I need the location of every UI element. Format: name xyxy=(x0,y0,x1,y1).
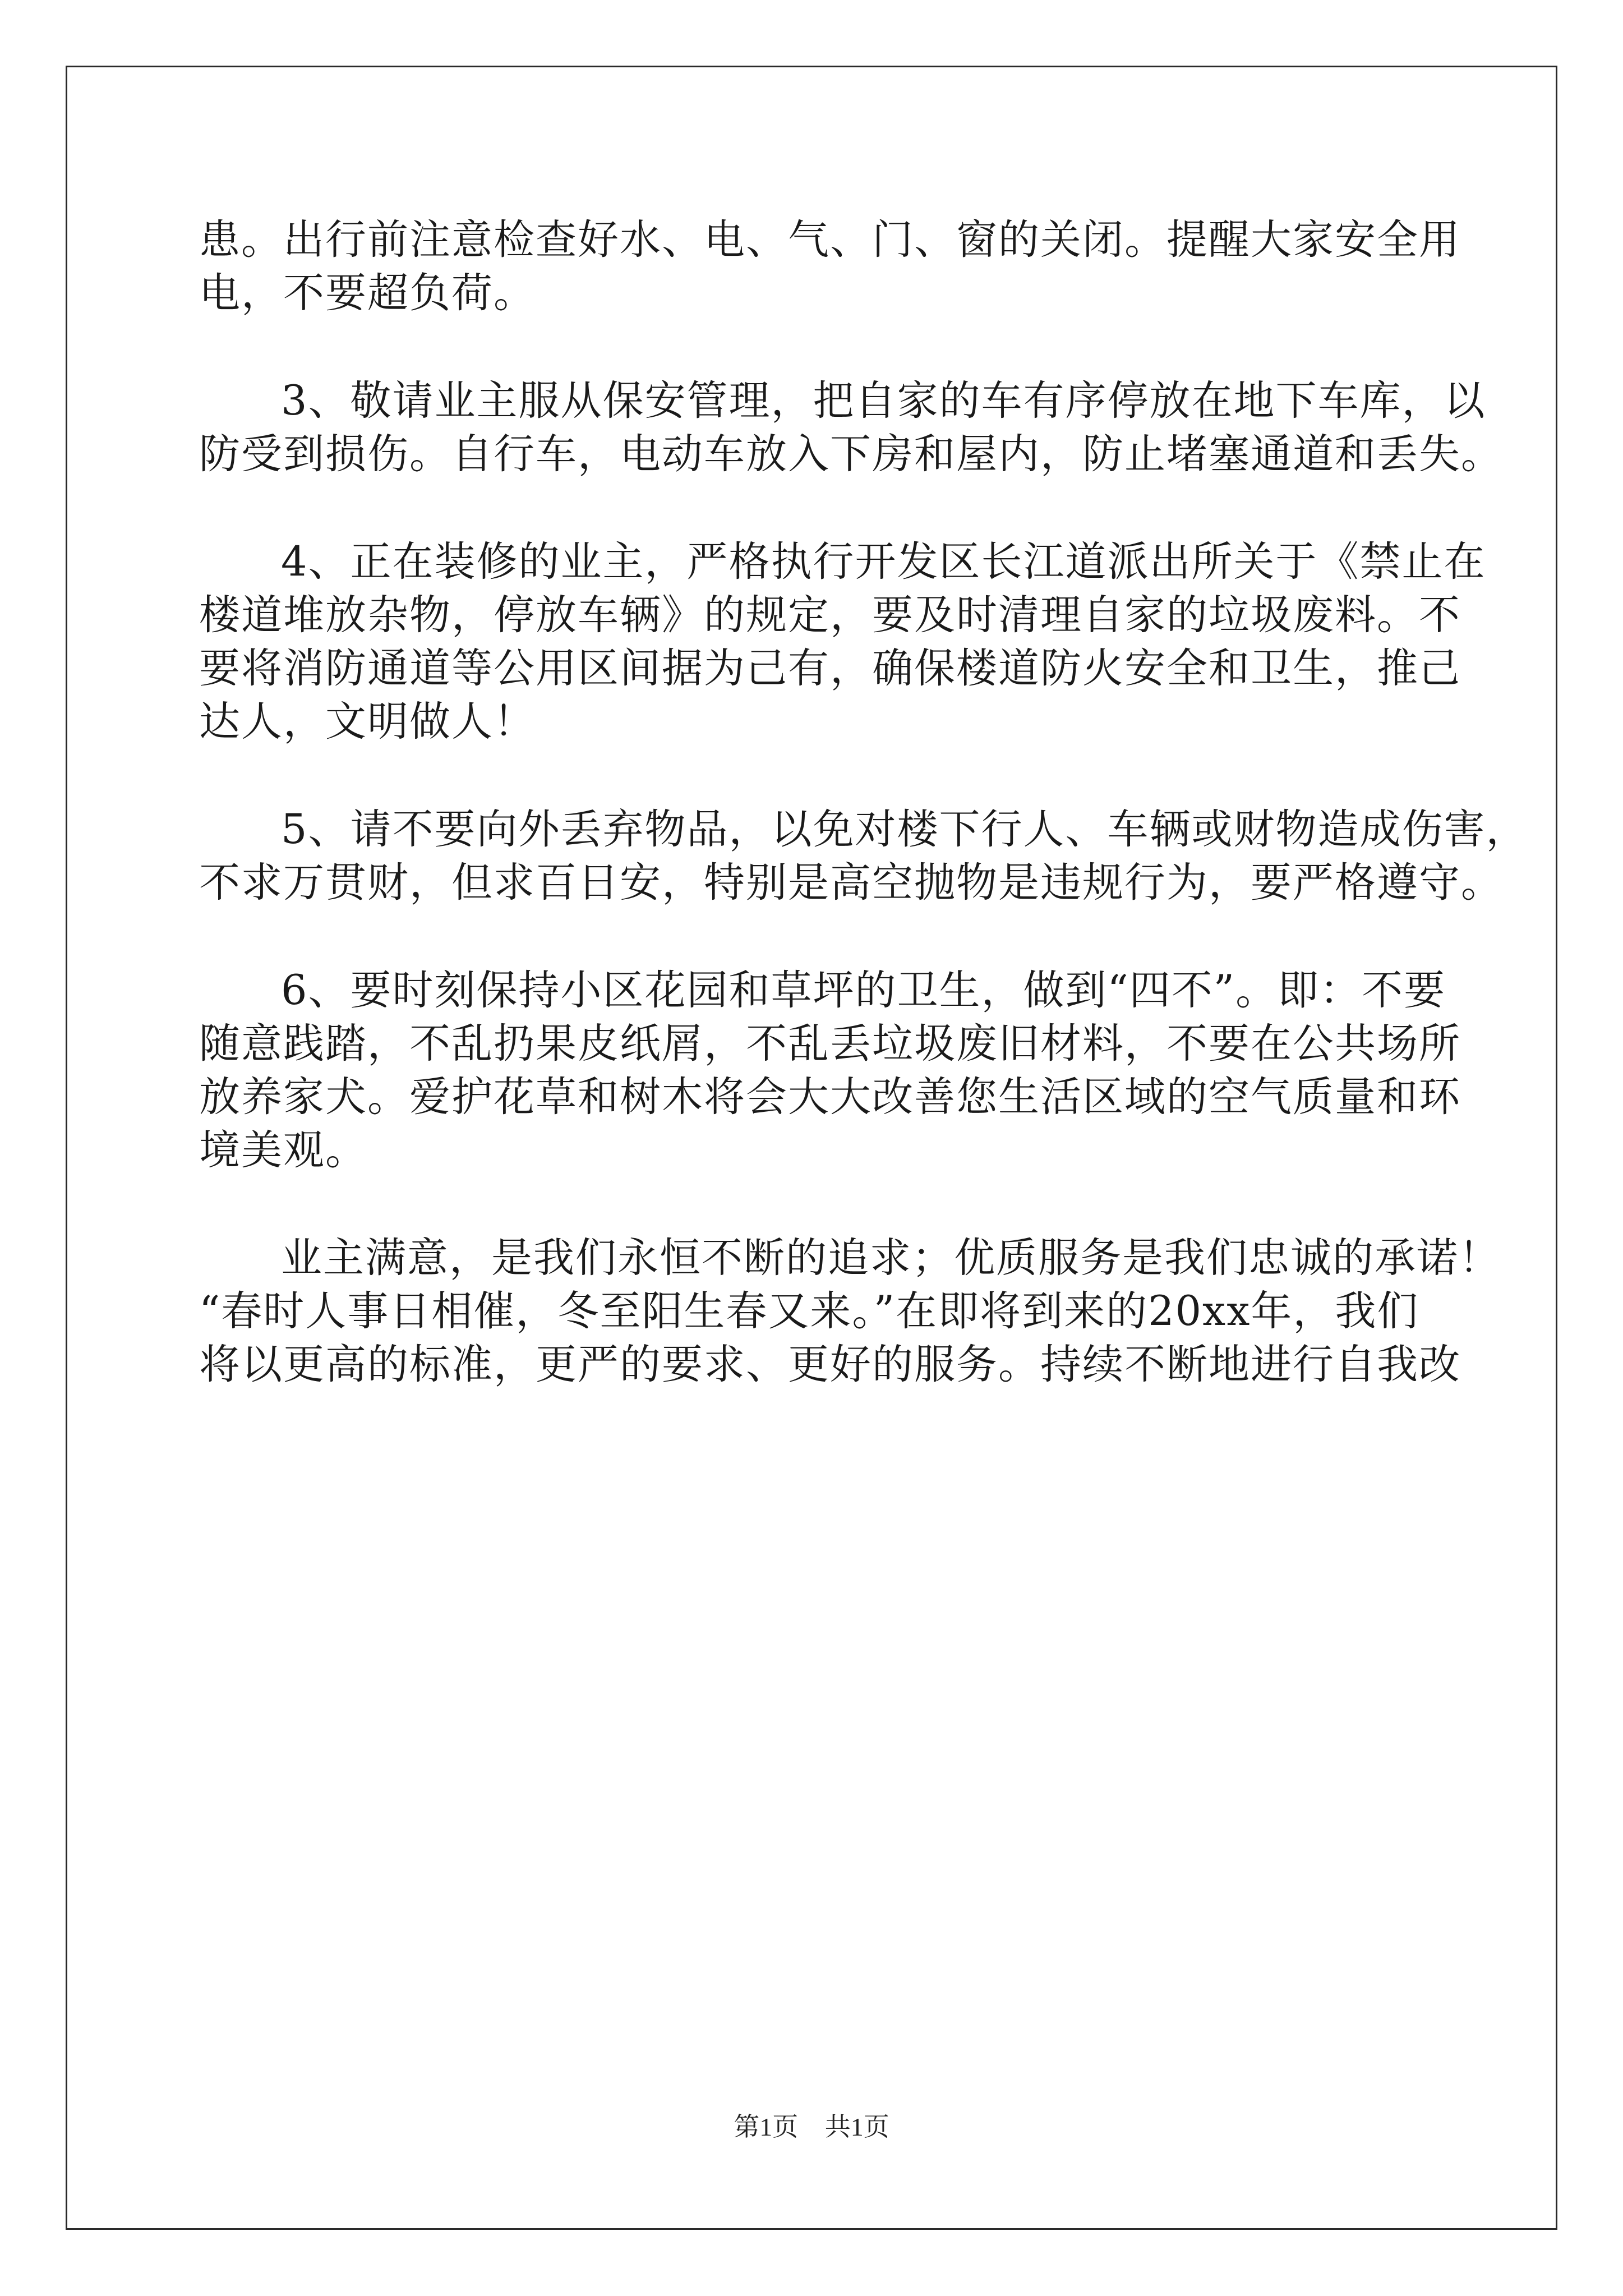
page-footer xyxy=(0,2106,1623,2143)
text-line: 将以更高的标准，更严的要求、更好的服务。持续不断地进行自我改 xyxy=(199,1341,1461,1388)
text-line: 业主满意，是我们永恒不断的追求；优质服务是我们忠诚的承诺！ xyxy=(281,1234,1501,1282)
text-line: 楼道堆放杂物，停放车辆》的规定，要及时清理自家的垃圾废料。不 xyxy=(199,591,1461,639)
paragraph-5 xyxy=(199,964,1461,1177)
text-line: 不求万贯财，但求百日安，特别是高空抛物是违规行为，要严格遵守。 xyxy=(199,859,1503,907)
text-line: “春时人事日相催，冬至阳生春又来。”在即将到来的20xx年，我们 xyxy=(199,1287,1419,1335)
text-line: 4、正在装修的业主，严格执行开发区长江道派出所关于《禁止在 xyxy=(281,538,1486,586)
text-line: 防受到损伤。自行车，电动车放入下房和屋内，防止堵塞通道和丢失。 xyxy=(199,430,1503,478)
text-line: 放养家犬。爱护花草和树木将会大大改善您生活区域的空气质量和环 xyxy=(199,1073,1461,1121)
text-line: 患。出行前注意检查好水、电、气、门、窗的关闭。提醒大家安全用 xyxy=(199,216,1461,264)
page-total: 共1页 xyxy=(824,2113,889,2141)
text-line: 要将消防通道等公用区间据为己有，确保楼道防火安全和卫生，推己 xyxy=(199,645,1461,692)
paragraph-1 xyxy=(199,213,1461,320)
document-body xyxy=(199,213,1528,1391)
text-line: 电，不要超负荷。 xyxy=(199,269,536,317)
text-line: 随意践踏，不乱扔果皮纸屑，不乱丢垃圾废旧材料，不要在公共场所 xyxy=(199,1020,1461,1068)
paragraph-6 xyxy=(199,1231,1501,1391)
paragraph-3 xyxy=(199,535,1486,748)
text-line: 6、要时刻保持小区花园和草坪的卫生，做到“四不”。即：不要 xyxy=(281,967,1446,1014)
text-line: 5、请不要向外丢弃物品，以免对楼下行人、车辆或财物造成伤害， xyxy=(281,806,1528,853)
page-number: 第1页 xyxy=(734,2113,799,2141)
paragraph-4 xyxy=(199,803,1528,909)
text-line: 境美观。 xyxy=(199,1126,367,1174)
text-line: 达人，文明做人！ xyxy=(199,698,536,746)
paragraph-2 xyxy=(199,374,1503,481)
text-line: 3、敬请业主服从保安管理，把自家的车有序停放在地下车库，以 xyxy=(281,377,1486,425)
